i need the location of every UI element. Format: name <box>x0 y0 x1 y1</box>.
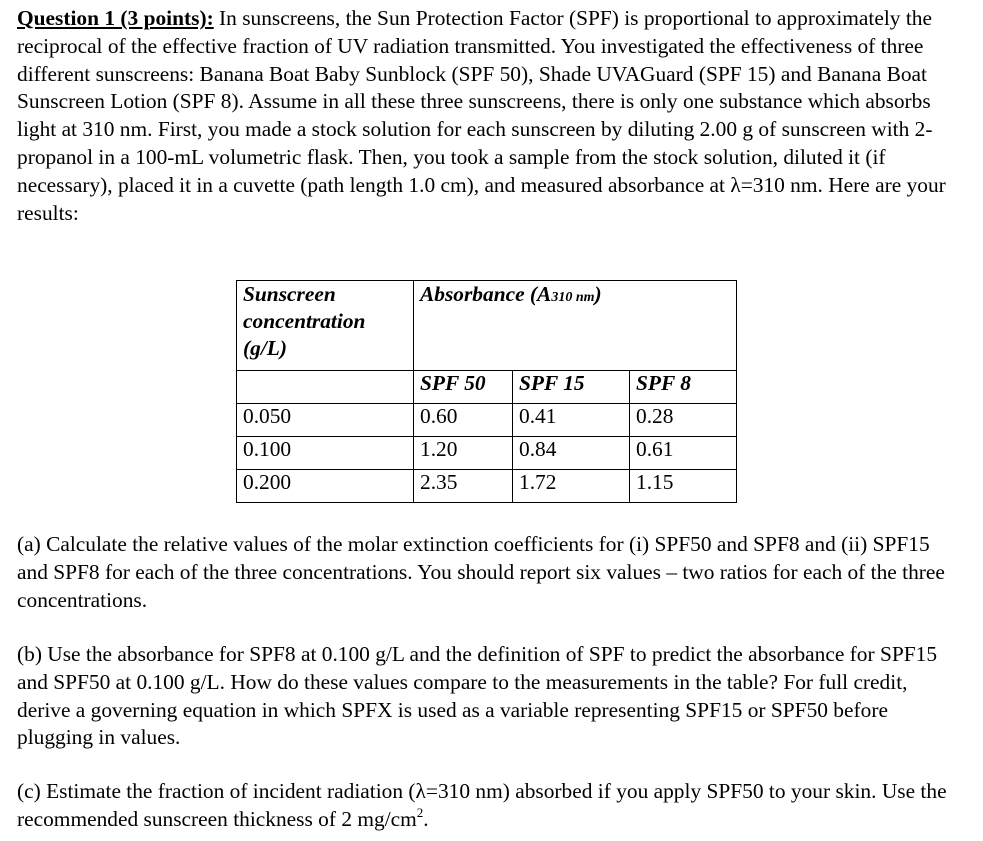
spf50-header: SPF 50 <box>414 371 513 404</box>
spf-header-empty <box>237 371 414 404</box>
concentration-cell: 0.050 <box>237 404 414 437</box>
table-row <box>237 437 737 470</box>
part-c-text: (c) Estimate the fraction of incident radiation (λ=310 nm) absorbed if you apply SPF50 to your skin. Use the recommended sunscreen thickness of 2 mg/cm <box>17 779 947 831</box>
spf8-cell: 0.61 <box>630 437 737 470</box>
spf50-cell: 0.60 <box>414 404 513 437</box>
spf50-cell: 2.35 <box>414 470 513 503</box>
concentration-header <box>237 281 414 371</box>
spf50-cell: 1.20 <box>414 437 513 470</box>
spf15-cell: 1.72 <box>513 470 630 503</box>
part-c-superscript: 2 <box>416 804 424 820</box>
spf8-cell: 1.15 <box>630 470 737 503</box>
table-header-row <box>237 281 737 371</box>
table-row <box>237 470 737 503</box>
concentration-cell: 0.200 <box>237 470 414 503</box>
concentration-header-line-2: concentration <box>243 309 366 333</box>
absorbance-header <box>414 281 737 371</box>
results-table <box>236 280 737 503</box>
absorbance-subscript: 310 nm <box>551 290 595 305</box>
part-a: (a) Calculate the relative values of the molar extinction coefficients for (i) SPF50 and SPF8 and (ii) SPF15 and SPF8 for each of the three concentrations. You should report six values – two ratios for each of the three concentrations. <box>17 532 945 612</box>
part-c <box>17 778 952 834</box>
part-b: (b) Use the absorbance for SPF8 at 0.100 g/L and the definition of SPF to predict the absorbance for SPF15 and SPF50 at 0.100 g/L. How do these values compare to the measurements in the table? For full credit, derive a governing equation in which SPFX is used as a variable representing SPF15 or SPF50 before plugging in values. <box>17 642 938 750</box>
spf15-header: SPF 15 <box>513 371 630 404</box>
question-intro-text: In sunscreens, the Sun Protection Factor (SPF) is proportional to approximately the reciprocal of the effective fraction of UV radiation transmitted. You investigated the effectiveness of three different sunscreens: Banana Boat Baby Sunblock (SPF 50), Shade UVAGuard (SPF 15) and Banana Boat Sunscreen Lotion (SPF 8). Assume in all these three sunscreens, there is only one substance which absorbs light at 310 nm. First, you made a stock solution for each sunscreen by diluting 2.00 g of sunscreen with 2-propanol in a 100-mL volumetric flask. Then, you took a sample from the stock solution, diluted it (if necessary), placed it in a cuvette (path length 1.0 cm), and measured absorbance at λ=310 nm. Here are your results: <box>17 6 946 225</box>
spf15-cell: 0.84 <box>513 437 630 470</box>
question-intro <box>17 5 947 227</box>
spf-header-row <box>237 371 737 404</box>
spf8-cell: 0.28 <box>630 404 737 437</box>
spf8-header: SPF 8 <box>630 371 737 404</box>
concentration-header-line-1: Sunscreen <box>243 282 336 306</box>
concentration-cell: 0.100 <box>237 437 414 470</box>
table-row <box>237 404 737 437</box>
part-c-end: . <box>423 806 429 831</box>
question-label: Question 1 (3 points): <box>17 6 214 30</box>
absorbance-label: Absorbance (A <box>420 282 552 306</box>
question-intro-block <box>17 5 947 227</box>
concentration-header-line-3: (g/L) <box>243 336 287 360</box>
spf15-cell: 0.41 <box>513 404 630 437</box>
absorbance-close: ) <box>594 282 602 306</box>
